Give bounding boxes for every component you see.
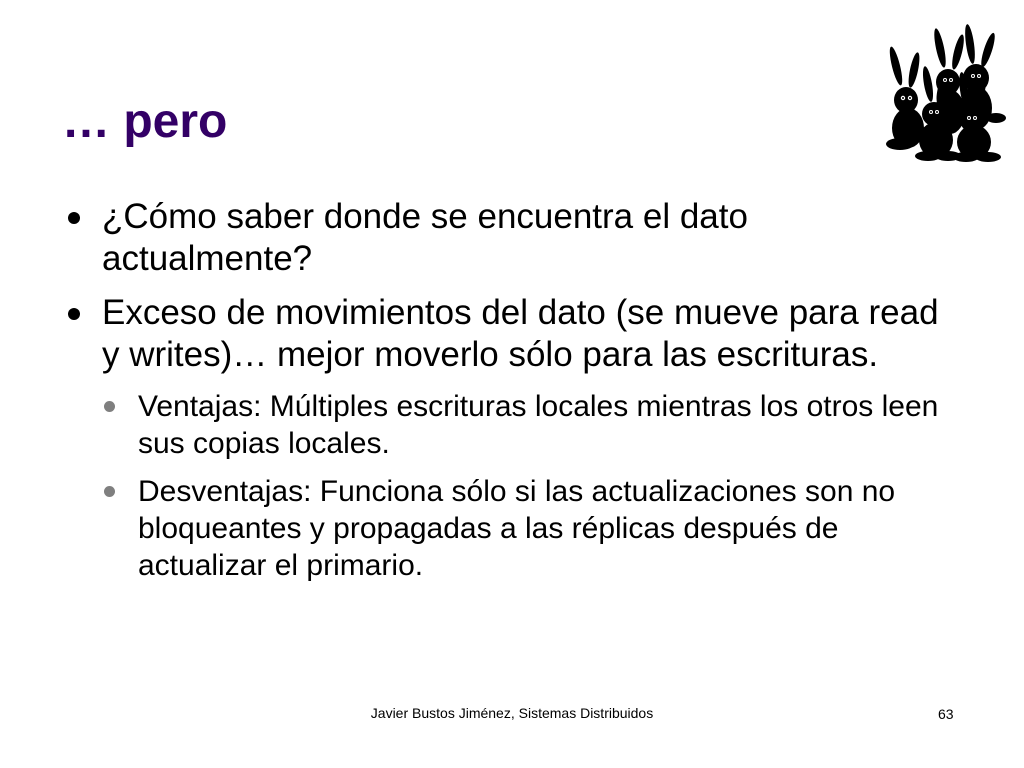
slide-body	[60, 196, 960, 595]
sub-bullet-text: Desventajas: Funciona sólo si las actualizaciones son no bloqueantes y propagadas a las réplicas después de actualizar el primario.	[138, 475, 896, 582]
bullet-text: Exceso de movimientos del dato (se mueve para read y writes)… mejor moverlo sólo para las escrituras.	[102, 293, 939, 374]
slide-title: … pero	[62, 95, 228, 148]
sub-bullet-item	[138, 388, 960, 462]
sub-bullet-text: Ventajas: Múltiples escrituras locales mientras los otros leen sus copias locales.	[138, 390, 939, 460]
bullet-text: ¿Cómo saber donde se encuentra el dato actualmente?	[102, 197, 748, 278]
rabbits-group-illustration	[884, 18, 1008, 162]
sub-bullet-dot-icon	[104, 486, 115, 497]
bullet-dot-icon	[68, 308, 80, 320]
bullet-dot-icon	[68, 212, 80, 224]
bullet-item	[60, 292, 960, 376]
bullet-item	[60, 196, 960, 280]
sub-bullet-item	[138, 473, 960, 584]
footer-author: Javier Bustos Jiménez, Sistemas Distribuidos	[370, 705, 654, 721]
sub-bullet-dot-icon	[104, 401, 115, 412]
page-number: 63	[938, 706, 954, 722]
sub-bullet-list	[60, 388, 960, 584]
